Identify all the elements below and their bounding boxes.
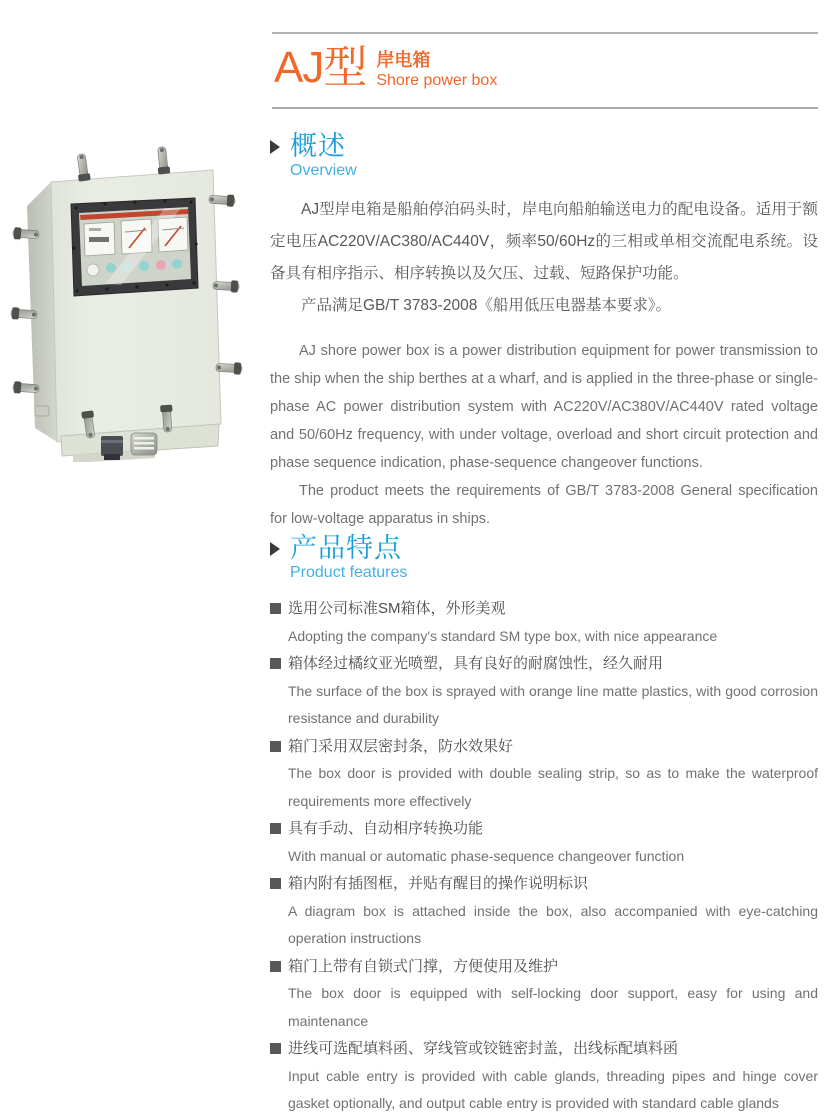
square-bullet-icon [270, 878, 281, 889]
feature-item-en: With manual or automatic phase-sequence changeover function [288, 847, 685, 864]
cable-gland-metal [131, 433, 157, 455]
latch-top-2 [156, 146, 171, 174]
overview-en-paragraph-1: AJ shore power box is a power distribution equipment for power transmission to the ship when the ship berthes at a wharf, and is applied in the three-phase or single-phase AC power distribution system with AC220V/AC380V/AC440V rated voltage and 50/60Hz frequency, with under voltage, overload and short circuit protection and phase sequence indication, phase-sequence changeover functions. [270, 343, 818, 471]
cable-gland-dark [101, 436, 123, 460]
feature-item-cn [270, 595, 818, 623]
features-section [270, 533, 818, 1118]
feature-item-en: The box door is provided with double sealing strip, so as to make the waterproof requirements more effectively [288, 765, 818, 809]
feature-item-en: A diagram box is attached inside the box, also accompanied with eye-catching operation instructions [288, 902, 818, 946]
square-bullet-icon [270, 961, 281, 972]
section-arrow-icon [270, 542, 280, 556]
feature-item-cn [270, 870, 818, 898]
overview-en-paragraph-2: The product meets the requirements of GB/T 3783-2008 General specification for low-voltage apparatus in ships. [270, 483, 818, 527]
overview-chinese-paragraphs [270, 194, 818, 322]
feature-cn-text: 箱门上带有自锁式门撑，方便使用及维护 [288, 957, 559, 975]
feature-item-cn [270, 953, 818, 981]
title-divider [272, 107, 818, 109]
product-name-en: Shore power box [376, 72, 498, 89]
overview-cn-paragraph-2: 产品满足GB/T 3783-2008《船用低压电器基本要求》。 [301, 297, 672, 314]
square-bullet-icon [270, 823, 281, 834]
feature-item-en: Adopting the company's standard SM type box, with nice appearance [288, 627, 718, 644]
page-title [274, 40, 497, 96]
square-bullet-icon [270, 603, 281, 614]
feature-cn-text: 进线可选配填料函、穿线管或铰链密封盖，出线标配填料函 [288, 1040, 679, 1057]
shore-power-box-illustration [5, 136, 257, 462]
top-divider [272, 32, 818, 34]
square-bullet-icon [270, 741, 281, 752]
section-arrow-icon [270, 140, 280, 154]
hinge [35, 406, 49, 416]
feature-item-en: The box door is equipped with self-locking door support, easy for using and maintenance [288, 985, 818, 1029]
feature-item-cn [270, 650, 818, 678]
analog-meter-1 [84, 222, 115, 256]
feature-cn-text: 箱体经过橘纹亚光喷塑，具有良好的耐腐蚀性，经久耐用 [288, 655, 664, 672]
feature-cn-text: 选用公司标准SM箱体，外形美观 [288, 600, 506, 617]
feature-cn-text: 箱门采用双层密封条，防水效果好 [288, 737, 514, 755]
product-name-cn: 岸电箱 [376, 50, 431, 70]
overview-english-paragraphs [270, 337, 818, 533]
overview-heading-en: Overview [290, 162, 357, 179]
feature-item-en: Input cable entry is provided with cable glands, threading pipes and hinge cover gasket optionally, and output cable entry is provided with standard cable glands [288, 1067, 818, 1111]
overview-heading-cn: 概述 [290, 131, 346, 161]
features-heading-cn: 产品特点 [290, 533, 402, 563]
feature-item-en: The surface of the box is sprayed with orange line matte plastics, with good corrosion resistance and durability [288, 682, 818, 726]
overview-section [270, 131, 818, 533]
overview-cn-paragraph-1: AJ型岸电箱是船舶停泊码头时，岸电向船舶输送电力的配电设备。适用于额定电压AC220V/AC380/AC440V，频率50/60Hz的三相或单相交流配电系统。设备具有相序指示、相序转换以及欠压、过载、短路保护功能。 [270, 201, 818, 282]
features-header [270, 533, 818, 583]
feature-cn-text: 具有手动、自动相序转换功能 [288, 820, 484, 837]
square-bullet-icon [270, 1043, 281, 1054]
latch-top-1 [75, 153, 91, 181]
feature-item-cn [270, 1035, 818, 1063]
feature-list [270, 595, 818, 1118]
features-heading-en: Product features [290, 564, 408, 581]
feature-item-cn [270, 733, 818, 761]
feature-item-cn [270, 815, 818, 843]
square-bullet-icon [270, 658, 281, 669]
meter-window [71, 198, 198, 296]
product-photo [5, 136, 257, 462]
overview-header [270, 131, 818, 181]
product-model: AJ型 [274, 43, 367, 92]
feature-cn-text: 箱内附有插图框，并贴有醒目的操作说明标识 [288, 875, 589, 892]
